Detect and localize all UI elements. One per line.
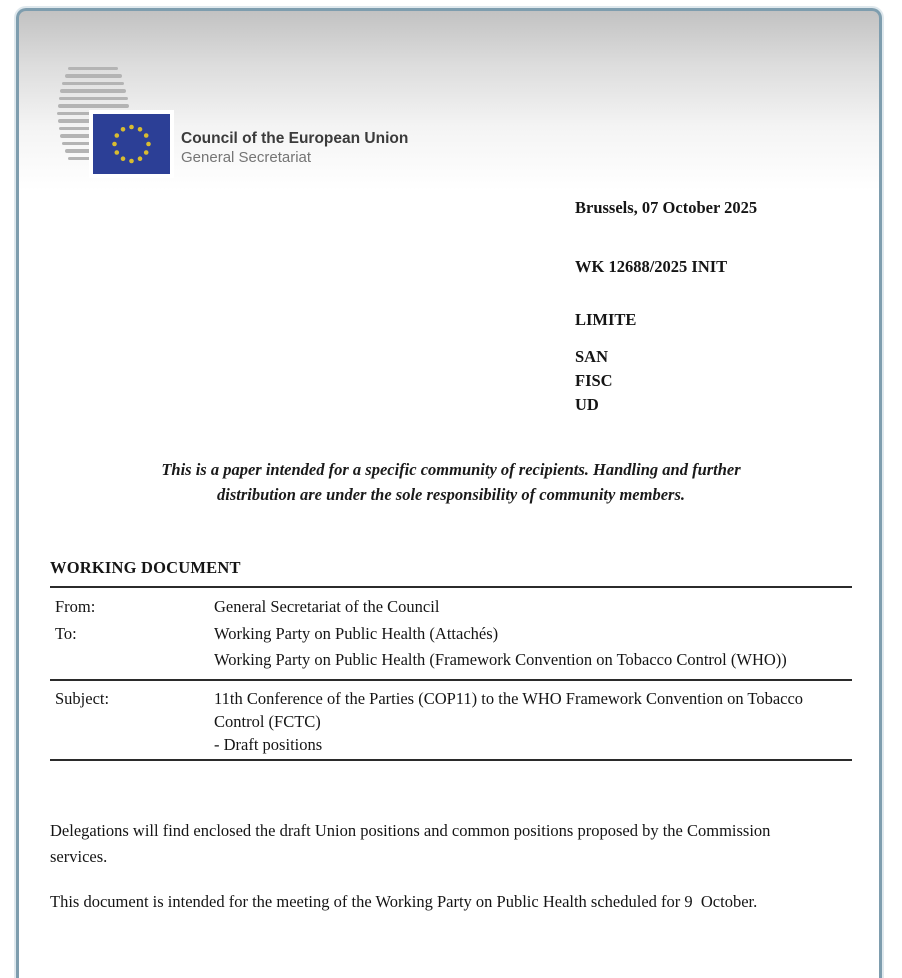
body-paragraph: This document is intended for the meeting of the Working Party on Public Health scheduled for 9 October. bbox=[50, 892, 758, 911]
body-paragraph: Delegations will find enclosed the draft Union positions and common positions proposed by the Commission services. bbox=[50, 821, 775, 866]
community-disclaimer: This is a paper intended for a specific community of recipients. Handling and further distribution are under the sole responsibility of community members. bbox=[161, 460, 741, 504]
classification-marking: LIMITE bbox=[575, 310, 637, 329]
to-label: To: bbox=[55, 623, 77, 643]
table-row bbox=[55, 594, 852, 621]
document-type-heading: WORKING DOCUMENT bbox=[50, 558, 241, 577]
to-value: Working Party on Public Health (Attachés) bbox=[214, 623, 499, 643]
subject-value: 11th Conference of the Parties (COP11) to the WHO Framework Convention on Tobacco Control (FCTC) bbox=[214, 688, 804, 731]
subject-value: - Draft positions bbox=[214, 734, 323, 754]
subject-codes bbox=[575, 345, 757, 417]
reference-block bbox=[575, 197, 757, 417]
document-number: WK 12688/2025 INIT bbox=[575, 257, 728, 276]
from-value: General Secretariat of the Council bbox=[214, 597, 440, 616]
from-label: From: bbox=[55, 597, 96, 616]
org-department: General Secretariat bbox=[181, 148, 312, 166]
subject-code: FISC bbox=[575, 371, 613, 390]
logo-caption bbox=[181, 130, 408, 167]
routing-table bbox=[50, 586, 852, 761]
table-row bbox=[55, 733, 852, 756]
table-row bbox=[55, 647, 852, 674]
eu-stars-icon bbox=[93, 114, 170, 174]
table-row bbox=[55, 621, 852, 648]
subject-code: UD bbox=[575, 395, 599, 414]
from-to-section bbox=[50, 588, 852, 681]
subject-label: Subject: bbox=[55, 688, 110, 708]
subject-code: SAN bbox=[575, 347, 609, 366]
org-name: Council of the European Union bbox=[181, 130, 409, 147]
subject-section bbox=[50, 681, 852, 761]
document-page bbox=[16, 8, 882, 978]
date-line: Brussels, 07 October 2025 bbox=[575, 198, 758, 217]
eu-flag-icon bbox=[93, 114, 170, 174]
table-row bbox=[55, 687, 852, 733]
to-value: Working Party on Public Health (Framework Convention on Tobacco Control (WHO)) bbox=[214, 650, 787, 669]
